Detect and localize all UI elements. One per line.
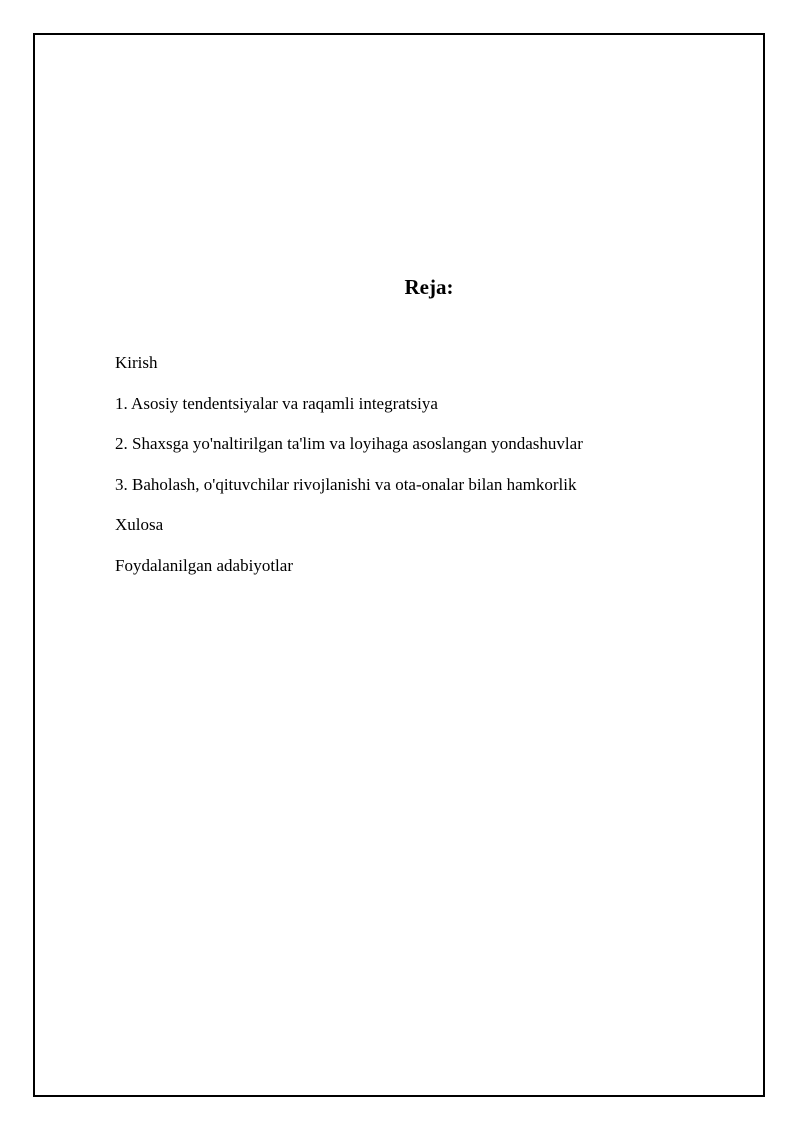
toc-item-introduction: Kirish — [115, 353, 158, 372]
toc-item-conclusion: Xulosa — [115, 515, 164, 534]
toc-item-references: Foydalanilgan adabiyotlar — [115, 555, 293, 575]
table-of-contents — [115, 348, 583, 591]
toc-item-section-3: 3. Baholash, o'qituvchilar rivojlanishi va ota-onalar bilan hamkorlik — [115, 474, 577, 494]
page-title: Reja: — [404, 275, 454, 299]
toc-item-section-2: 2. Shaxsga yo'naltirilgan ta'lim va loyihaga asoslangan yondashuvlar — [115, 434, 583, 453]
toc-item-section-1: 1. Asosiy tendentsiyalar va raqamli integratsiya — [115, 393, 438, 413]
